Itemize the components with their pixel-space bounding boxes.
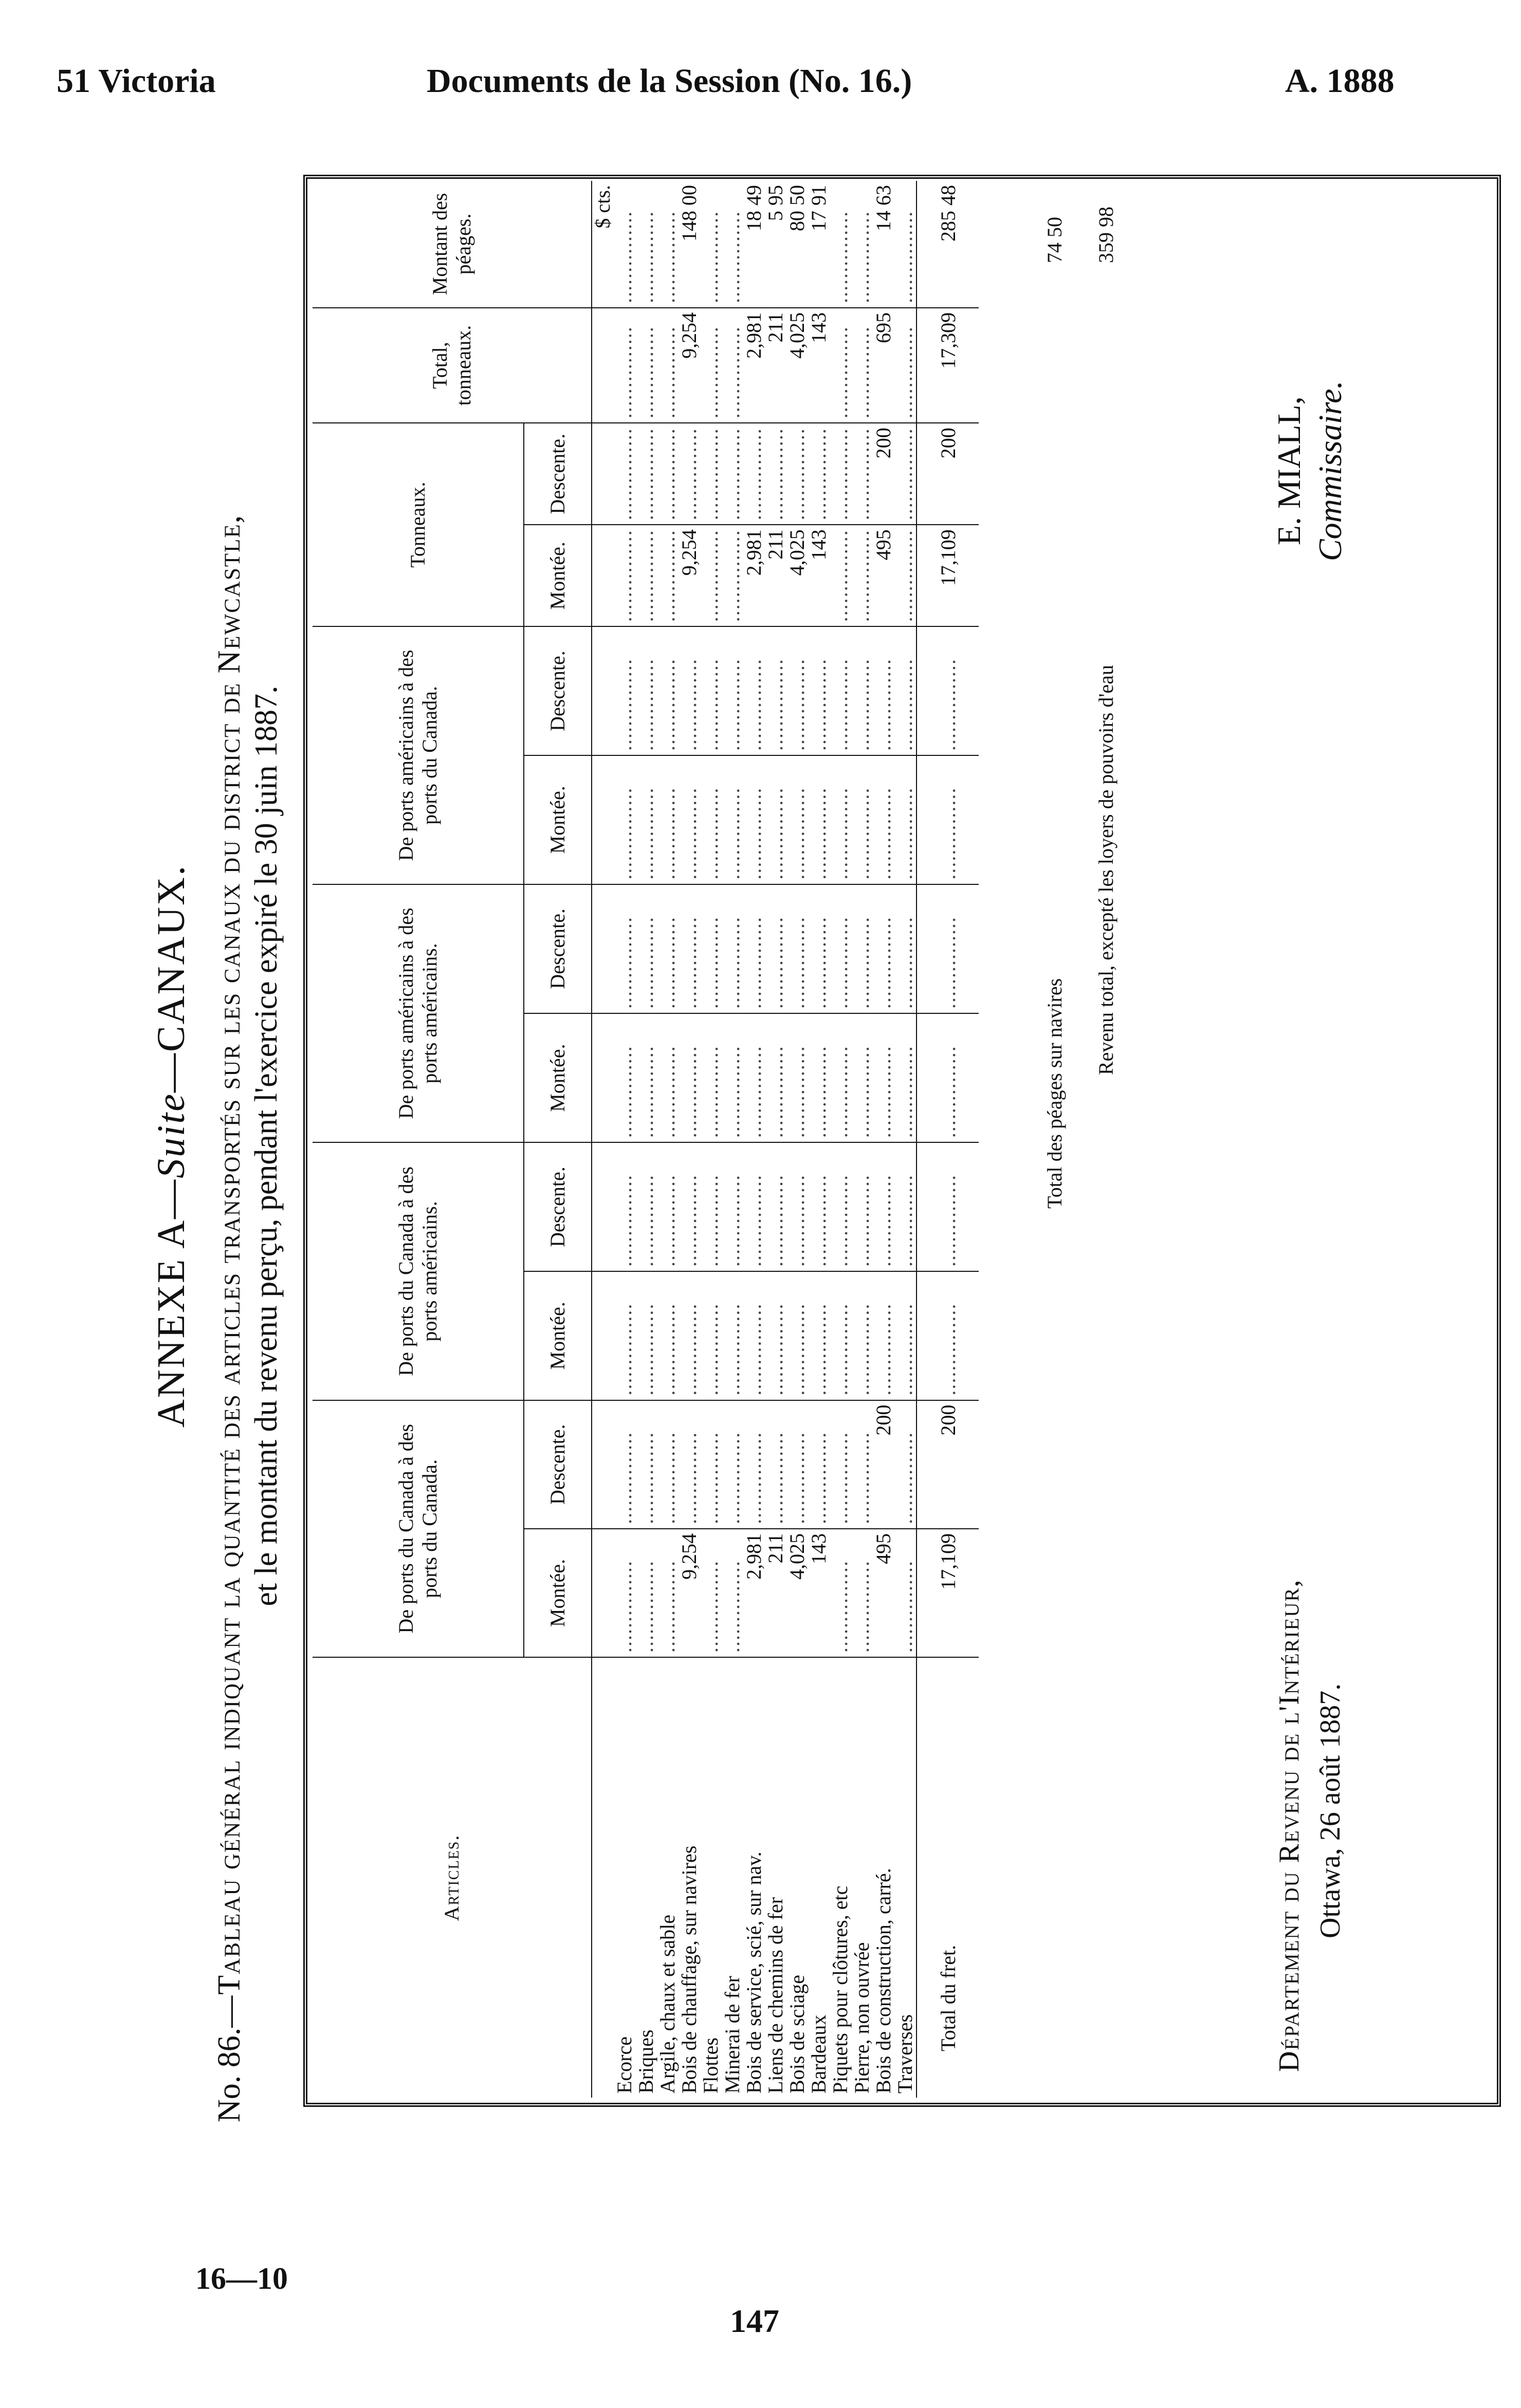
- dot-leader: [722, 525, 743, 626]
- dot-leader: [851, 1271, 873, 1400]
- dot-leader: [830, 1142, 851, 1271]
- article-name: Bois de chauffage, sur navires: [679, 1657, 700, 2098]
- dot-leader: [830, 308, 851, 423]
- dot-leader: [635, 423, 657, 525]
- cell-total: 2,981: [743, 308, 765, 423]
- dot-leader: [722, 1271, 743, 1400]
- dot-leader: [894, 308, 917, 423]
- dot-leader: [614, 1271, 635, 1400]
- dot-leader: [765, 1271, 786, 1400]
- dot-leader: [808, 1400, 830, 1529]
- dot-leader: [765, 1400, 786, 1529]
- table-row: [657, 181, 679, 2098]
- article-name: Bois de service, scié, sur nav.: [743, 1657, 765, 2098]
- dot-leader: [722, 1400, 743, 1529]
- dot-leader: [765, 1013, 786, 1142]
- dot-leader: [722, 1013, 743, 1142]
- dot-leader: [657, 626, 679, 755]
- signature-name: E. MIALL,: [1271, 396, 1307, 546]
- dot-leader: [722, 423, 743, 525]
- dot-leader: [743, 755, 765, 884]
- revenue-total-label: Revenu total, excepté les loyers de pouvoirs d'eau: [1094, 664, 1117, 1075]
- dot-leader: [917, 626, 979, 755]
- dot-leader: [830, 884, 851, 1013]
- dot-leader: [614, 626, 635, 755]
- dot-leader: [808, 626, 830, 755]
- article-name: Piquets pour clôtures, etc: [830, 1657, 851, 2098]
- dot-leader: [873, 1142, 894, 1271]
- dot-leader: [722, 1529, 743, 1657]
- department-line: Département du Revenu de l'Intérieur,: [1273, 1579, 1305, 2072]
- total-d1: 200: [917, 1400, 979, 1529]
- dot-leader: [700, 626, 722, 755]
- header-center: Documents de la Session (No. 16.): [427, 62, 912, 100]
- dot-leader: [743, 1013, 765, 1142]
- cell-montant: 5 95: [764, 185, 787, 221]
- cell-tonneaux-montee: 9,254: [679, 525, 700, 626]
- header-right: A. 1888: [1285, 62, 1395, 100]
- signature-mark: 16—10: [195, 2262, 288, 2295]
- article-name: Minerai de fer: [722, 1657, 743, 2098]
- dot-leader: [743, 626, 765, 755]
- dot-leader: [635, 181, 657, 308]
- cell-total: 9,254: [679, 308, 700, 423]
- revenue-total-value: 359 98: [1094, 207, 1117, 263]
- dot-leader: [851, 755, 873, 884]
- table-row: [894, 181, 917, 2098]
- dot-leader: [894, 525, 917, 626]
- col-descente: Descente.: [524, 626, 592, 755]
- dot-leader: [851, 1529, 873, 1657]
- dot-leader: [894, 755, 917, 884]
- cell-total: 143: [808, 308, 830, 423]
- col-articles: Articles.: [313, 1657, 592, 2098]
- dot-leader: [786, 1013, 808, 1142]
- dot-leader: [765, 626, 786, 755]
- dot-leader: [851, 1400, 873, 1529]
- dot-leader: [830, 181, 851, 308]
- annexe-suffix: —CANAUX.: [150, 864, 193, 1093]
- article-name: Ecorce: [614, 1657, 635, 2098]
- table-row: [830, 181, 851, 2098]
- dot-leader: [743, 1271, 765, 1400]
- col-montee: Montée.: [524, 1271, 592, 1400]
- department-block: [1269, 1579, 1351, 2072]
- signature-block: [1269, 381, 1351, 561]
- place-date-line: Ottawa, 26 août 1887.: [1314, 1683, 1346, 1938]
- dot-leader: [700, 755, 722, 884]
- table-title: [211, 170, 285, 2122]
- dot-leader: [743, 1142, 765, 1271]
- dot-leader: [700, 1529, 722, 1657]
- col-montant: Montant des péages.: [313, 181, 592, 308]
- total-m1: 17,109: [917, 1529, 979, 1657]
- dot-leader: [657, 525, 679, 626]
- table-row: [808, 181, 830, 2098]
- dot-leader: [830, 1013, 851, 1142]
- article-name: Bois de construction, carré.: [873, 1657, 894, 2098]
- col-tonneaux: Tonneaux.: [313, 423, 524, 626]
- dot-leader: [657, 1142, 679, 1271]
- dot-leader: [786, 626, 808, 755]
- article-name: Bardeaux: [808, 1657, 830, 2098]
- table-frame: [303, 175, 1501, 2107]
- article-name: Pierre, non ouvrée: [851, 1657, 873, 2098]
- dot-leader: [786, 1271, 808, 1400]
- cell-total: 4,025: [786, 308, 808, 423]
- cell-montee-canada: 495: [873, 1529, 894, 1657]
- dot-leader: [830, 1400, 851, 1529]
- table-number: No. 86.: [212, 2027, 247, 2122]
- dot-leader: [657, 755, 679, 884]
- cell-descente-canada: 200: [873, 1400, 894, 1529]
- dot-leader: [614, 1529, 635, 1657]
- dot-leader: [635, 884, 657, 1013]
- dot-leader: [679, 1142, 700, 1271]
- article-name: Liens de chemins de fer: [765, 1657, 786, 2098]
- dot-leader: [786, 423, 808, 525]
- article-name: Traverses: [894, 1657, 917, 2098]
- dot-leader: [917, 755, 979, 884]
- cell-total: 211: [765, 308, 786, 423]
- cell-montant: 148 00: [677, 185, 701, 242]
- dot-leader: [743, 423, 765, 525]
- dot-leader: [614, 1013, 635, 1142]
- dot-leader: [657, 308, 679, 423]
- dot-leader: [830, 1271, 851, 1400]
- total-total: 17,309: [917, 308, 979, 423]
- cell-tonneaux-montee: 211: [765, 525, 786, 626]
- dot-leader: [873, 884, 894, 1013]
- dot-leader: [873, 1271, 894, 1400]
- dot-leader: [894, 1400, 917, 1529]
- rotated-page: [149, 170, 1434, 2122]
- dot-leader: [635, 1529, 657, 1657]
- dot-leader: [657, 1013, 679, 1142]
- dot-leader: [894, 626, 917, 755]
- dot-leader: [765, 1142, 786, 1271]
- title-block: [149, 170, 284, 2122]
- col-descente: Descente.: [524, 1400, 592, 1529]
- cell-tonneaux-montee: 495: [873, 525, 894, 626]
- dot-leader: [700, 423, 722, 525]
- table-row: [851, 181, 873, 2098]
- cell-tonneaux-montee: 143: [808, 525, 830, 626]
- dot-leader: [894, 1271, 917, 1400]
- dot-leader: [700, 1400, 722, 1529]
- dot-leader: [894, 181, 917, 308]
- data-table: [313, 181, 979, 2098]
- dot-leader: [700, 1271, 722, 1400]
- currency-row: [592, 181, 614, 2098]
- dot-leader: [614, 181, 635, 308]
- dot-leader: [679, 1013, 700, 1142]
- dot-leader: [808, 1142, 830, 1271]
- dot-leader: [917, 1142, 979, 1271]
- dot-leader: [700, 1142, 722, 1271]
- dot-leader: [635, 755, 657, 884]
- dot-leader: [722, 884, 743, 1013]
- total-tm: 17,109: [917, 525, 979, 626]
- article-name: Flottes: [700, 1657, 722, 2098]
- article-name: Argile, chaux et sable: [657, 1657, 679, 2098]
- signature-title: Commissaire.: [1312, 380, 1348, 561]
- cell-montee-canada: 9,254: [679, 1529, 700, 1657]
- dot-leader: [657, 1271, 679, 1400]
- dot-leader: [679, 884, 700, 1013]
- dot-leader: [830, 525, 851, 626]
- dot-leader: [894, 1013, 917, 1142]
- table-row: [679, 181, 700, 2098]
- dot-leader: [722, 1142, 743, 1271]
- table-row: [614, 181, 635, 2098]
- dot-leader: [808, 1013, 830, 1142]
- dot-leader: [743, 884, 765, 1013]
- dot-leader: [614, 1142, 635, 1271]
- col-montee: Montée.: [524, 755, 592, 884]
- dot-leader: [635, 1142, 657, 1271]
- dot-leader: [722, 626, 743, 755]
- cell-montee-canada: 211: [765, 1529, 786, 1657]
- article-name: Bois de sciage: [786, 1657, 808, 2098]
- dot-leader: [765, 884, 786, 1013]
- dot-leader: [894, 423, 917, 525]
- tolls-ships-label: Total des péages sur navires: [1043, 978, 1066, 1209]
- annexe-prefix: ANNEXE A—: [150, 1178, 193, 1428]
- col-group4: De ports américains à des ports du Canada.: [313, 626, 524, 884]
- dot-leader: [614, 1400, 635, 1529]
- table-body: [614, 181, 917, 2098]
- dot-leader: [786, 1400, 808, 1529]
- table-row: [635, 181, 657, 2098]
- cell-tonneaux-descente: 200: [873, 423, 894, 525]
- cell-montee-canada: 143: [808, 1529, 830, 1657]
- dot-leader: [700, 884, 722, 1013]
- col-montee: Montée.: [524, 1013, 592, 1142]
- dot-leader: [657, 1529, 679, 1657]
- dot-leader: [700, 181, 722, 308]
- col-descente: Descente.: [524, 423, 592, 525]
- header-left: 51 Victoria: [57, 62, 216, 100]
- dot-leader: [851, 1013, 873, 1142]
- dot-leader: [635, 1013, 657, 1142]
- total-montant: 285 48: [917, 181, 979, 308]
- dot-leader: [851, 181, 873, 308]
- col-descente: Descente.: [524, 884, 592, 1013]
- dot-leader: [635, 308, 657, 423]
- dot-leader: [679, 755, 700, 884]
- total-row: [917, 181, 979, 2098]
- dot-leader: [765, 423, 786, 525]
- dot-leader: [917, 1271, 979, 1400]
- dot-leader: [722, 181, 743, 308]
- dot-leader: [808, 423, 830, 525]
- dot-leader: [808, 884, 830, 1013]
- dot-leader: [830, 755, 851, 884]
- dot-leader: [894, 884, 917, 1013]
- dot-leader: [743, 1400, 765, 1529]
- cell-tonneaux-montee: 2,981: [743, 525, 765, 626]
- dot-leader: [635, 1400, 657, 1529]
- col-group1: De ports du Canada à des ports du Canada.: [313, 1400, 524, 1657]
- cell-montee-canada: 4,025: [786, 1529, 808, 1657]
- dot-leader: [873, 1013, 894, 1142]
- col-descente: Descente.: [524, 1142, 592, 1271]
- dot-leader: [635, 1271, 657, 1400]
- annexe-heading: [149, 170, 194, 2122]
- dot-leader: [830, 626, 851, 755]
- dot-leader: [894, 1529, 917, 1657]
- dot-leader: [765, 755, 786, 884]
- currency-label: [592, 181, 614, 308]
- dot-leader: [679, 423, 700, 525]
- table-row: [700, 181, 722, 2098]
- table-row: [786, 181, 808, 2098]
- table-row: [722, 181, 743, 2098]
- dot-leader: [851, 1142, 873, 1271]
- dot-leader: [851, 308, 873, 423]
- cell-montant: 18 49: [742, 185, 765, 231]
- dot-leader: [657, 1400, 679, 1529]
- dot-leader: [808, 755, 830, 884]
- col-montee: Montée.: [524, 1529, 592, 1657]
- dot-leader: [614, 308, 635, 423]
- dot-leader: [722, 308, 743, 423]
- dot-leader: [851, 525, 873, 626]
- dot-leader: [786, 884, 808, 1013]
- table-title-line1: —Tableau général indiquant la quantité des articles transportés sur les canaux du district de Newcastle,: [212, 514, 247, 2028]
- table-title-line2: et le montant du revenu perçu, pendant l'exercice expiré le 30 juin 1887.: [249, 686, 284, 1606]
- dot-leader: [614, 755, 635, 884]
- dot-leader: [679, 1271, 700, 1400]
- table-row: [765, 181, 786, 2098]
- dot-leader: [635, 525, 657, 626]
- dot-leader: [679, 626, 700, 755]
- dot-leader: [917, 884, 979, 1013]
- cents-label: cts.: [591, 185, 614, 213]
- total-td: 200: [917, 423, 979, 525]
- dot-leader: [657, 884, 679, 1013]
- dot-leader: [808, 1271, 830, 1400]
- col-montee: Montée.: [524, 525, 592, 626]
- cell-montee-canada: 2,981: [743, 1529, 765, 1657]
- annexe-suite: Suite: [150, 1092, 193, 1179]
- dot-leader: [614, 423, 635, 525]
- dot-leader: [830, 1529, 851, 1657]
- col-group2: De ports du Canada à des ports américains.: [313, 1142, 524, 1400]
- cell-tonneaux-montee: 4,025: [786, 525, 808, 626]
- page-number: 147: [730, 2303, 779, 2339]
- dot-leader: [614, 525, 635, 626]
- table-row: [743, 181, 765, 2098]
- tolls-ships-value: 74 50: [1043, 217, 1066, 263]
- col-total: Total, tonneaux.: [313, 308, 592, 423]
- dot-leader: [917, 1013, 979, 1142]
- dot-leader: [657, 423, 679, 525]
- dot-leader: [700, 525, 722, 626]
- cell-total: 695: [873, 308, 894, 423]
- cell-montant: 14 63: [872, 185, 895, 231]
- dot-leader: [700, 1013, 722, 1142]
- dot-leader: [851, 423, 873, 525]
- dot-leader: [722, 755, 743, 884]
- dot-leader: [873, 755, 894, 884]
- total-label: Total du fret.: [917, 1657, 979, 2098]
- dot-leader: [851, 884, 873, 1013]
- dot-leader: [679, 1400, 700, 1529]
- dot-leader: [635, 626, 657, 755]
- dot-leader: [657, 181, 679, 308]
- table-row: [873, 181, 894, 2098]
- dot-leader: [786, 755, 808, 884]
- dot-leader: [851, 626, 873, 755]
- dot-leader: [830, 423, 851, 525]
- dot-leader: [786, 1142, 808, 1271]
- dot-leader: [614, 884, 635, 1013]
- dot-leader: [700, 308, 722, 423]
- cell-montant: 80 50: [785, 185, 809, 231]
- dollar-sign: $: [591, 218, 614, 229]
- col-group3: De ports américains à des ports américains.: [313, 884, 524, 1143]
- dot-leader: [873, 626, 894, 755]
- cell-montant: 17 91: [807, 185, 830, 231]
- article-name: Briques: [635, 1657, 657, 2098]
- dot-leader: [894, 1142, 917, 1271]
